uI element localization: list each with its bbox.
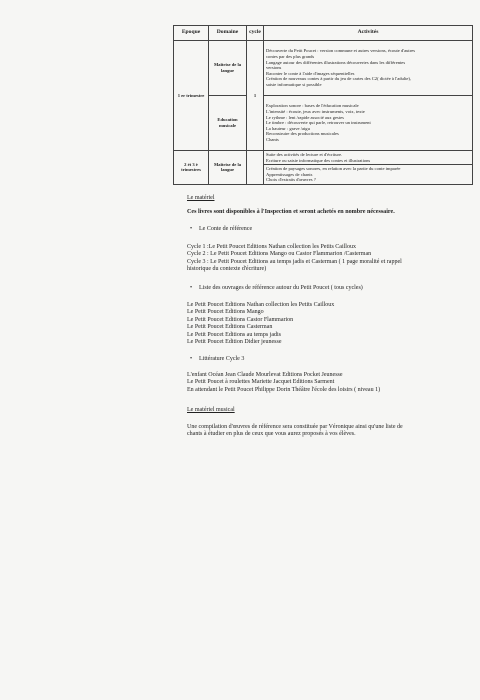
bullet-icon: • — [190, 226, 193, 232]
activity-line: Suite des activités de lecture et d'écriture. — [266, 152, 343, 157]
list-item: L'enfant Océan Jean Claude Mourlevat Editions Pocket Jeunesse — [187, 372, 343, 378]
list-item: Le Petit Poucet Edition Didier jeunesse — [187, 338, 282, 345]
activity-line: Le timbre : découverte qui parle, retrouver un instrument — [266, 120, 371, 126]
activity-line: Découverte du Petit Poucet : version commune et autres versions, écoute d'autres — [266, 48, 416, 54]
planning-table — [173, 25, 473, 185]
activity-line: contes par des plus grands — [266, 54, 315, 60]
activity-line: saisie informatique si possible — [266, 81, 322, 87]
header-domaine: Domaine — [209, 26, 247, 41]
activity-line: Reconstruire des productions musicales — [266, 131, 339, 137]
table-row — [174, 96, 473, 151]
activity-line: Ecriture ou saisie informatique des contes et illustrations — [266, 157, 371, 163]
paragraph-line: Une compilation d'œuvres de référence sera constituée par Véronique ainsi qu'une liste de — [187, 424, 403, 430]
materiel-intro: Ces livres sont disponibles à l'Inspection et seront achetés en nombre nécessaire. — [187, 209, 395, 215]
ouvrages-list — [187, 302, 334, 346]
materiel-heading: Le matériel — [187, 195, 215, 201]
table-row — [174, 41, 473, 96]
cell-activites — [264, 96, 473, 151]
activity-line: Apprentissages de chants — [266, 171, 313, 177]
list-item: Le Petit Poucet à roulettes Mariette Jacquet Editions Sarment — [187, 379, 335, 386]
bullet-label: Le Conte de référence — [199, 226, 253, 232]
cell-activites — [264, 165, 473, 185]
header-cycle: cycle — [247, 26, 264, 41]
activity-line: Choix d'extraits d'œuvres ? — [266, 177, 316, 183]
activity-line: Chants — [266, 136, 279, 142]
musical-paragraph — [187, 424, 403, 439]
litterature-list — [187, 372, 380, 394]
activity-line: Langage autour des différentes illustrations découvertes dans les différentes — [266, 59, 406, 65]
table-row — [174, 151, 473, 165]
paragraph-line: chants à étudier en plus de ceux que vous aurez proposés à vos élèves. — [187, 431, 356, 438]
cell-epoque: 2 ét 3 è trimestres — [174, 151, 209, 185]
musical-heading: Le matériel musical — [187, 407, 235, 413]
activity-line: Création de nouveaux contes à partir du jeu de cartes des C2( dictée à l'adulte), — [266, 76, 412, 82]
activity-line: Le rythme : lent /rapide associé aux gestes — [266, 114, 344, 120]
cell-cycle — [247, 151, 264, 185]
list-item: Cycle 3 : Le Petit Poucet Editions au temps jadis et Casterman ( 1 page moralité et rappel — [187, 258, 402, 265]
cell-cycle: 1 — [247, 41, 264, 151]
activity-line: Exploration sonore : bases de l'éducation musicale — [266, 103, 359, 109]
cell-epoque: 1 er trimestre — [174, 41, 209, 151]
bullet-icon: • — [190, 356, 193, 362]
header-activites: Activités — [264, 26, 473, 41]
header-epoque: Epoque — [174, 26, 209, 41]
list-item: Le Petit Poucet Editions Mango — [187, 309, 264, 316]
activity-line: Raconter le conte à l'aide d'images séquentielles — [266, 70, 355, 76]
bullet-icon: • — [190, 285, 193, 291]
list-item: Le Petit Poucet Editions au temps jadis — [187, 331, 281, 338]
list-item: Le Petit Poucet Editions Nathan collection les Petits Cailloux — [187, 302, 335, 308]
list-item: Le Petit Poucet Editions Castor Flammarion — [187, 316, 294, 323]
list-item: Cycle 2 : Le Petit Poucet Editions Mango ou Castor Flammarion /Casterman — [187, 251, 372, 258]
activity-line: versions — [266, 65, 282, 71]
table-header-row — [174, 26, 473, 41]
activity-line: Création de paysages sonores, en relation avec la partie du conte imparée — [266, 166, 401, 172]
cell-domaine: Education musicale — [209, 96, 247, 151]
bullet-label: Liste des ouvrages de référence autour du Petit Poucet ( tous cycles) — [199, 285, 363, 291]
activity-line: La hauteur : grave /aigu — [266, 125, 310, 131]
cycles-list — [187, 244, 402, 274]
list-item: En attendant le Petit Poucet Philippe Dorin Théâtre l'école des loisirs ( niveau 1) — [187, 386, 381, 393]
cell-domaine: Maîtrise de la langue — [209, 151, 247, 185]
cell-domaine: Maîtrise de la langue — [209, 41, 247, 96]
list-item: historique du contexte d'écriture) — [187, 266, 267, 273]
bullet-ouvrages — [190, 285, 363, 292]
bullet-label: Littérature Cycle 3 — [199, 356, 245, 362]
cell-activites — [264, 151, 473, 165]
bullet-litterature — [190, 356, 244, 363]
activity-line: L'intensité : écoute, jeux avec instruments, voix, texte — [266, 109, 365, 115]
bullet-conte-reference — [190, 226, 252, 233]
list-item: Le Petit Poucet Editions Casterman — [187, 324, 273, 331]
list-item: Cycle 1 :Le Petit Poucet Editions Nathan collection les Petits Cailloux — [187, 244, 356, 250]
cell-activites — [264, 41, 473, 96]
